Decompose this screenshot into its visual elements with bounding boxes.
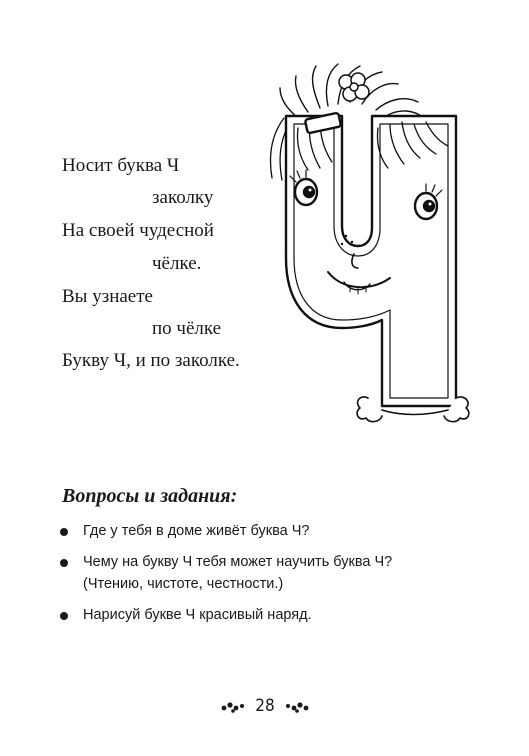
page-footer bbox=[0, 693, 529, 723]
poem-line-2: заколку bbox=[152, 187, 214, 208]
letter-che-character-icon bbox=[250, 58, 480, 428]
poem-line-1: Носит буква Ч bbox=[62, 155, 180, 176]
bullet-icon bbox=[60, 528, 68, 536]
task-item-1-line-1: Где у тебя в доме живёт буква Ч? bbox=[83, 523, 310, 539]
poem-line-4: чёлке. bbox=[152, 253, 202, 274]
task-item-2-line-2: (Чтению, чистоте, честности.) bbox=[83, 576, 284, 592]
bullet-icon bbox=[60, 612, 68, 620]
poem-line-3: На своей чудесной bbox=[62, 220, 214, 241]
floral-ornament-icon bbox=[220, 699, 246, 715]
bullet-icon bbox=[60, 559, 68, 567]
poem-line-7: Букву Ч, и по заколке. bbox=[62, 350, 240, 371]
poem-line-5: Вы узнаете bbox=[62, 286, 153, 307]
tasks-title: Вопросы и задания: bbox=[62, 485, 238, 507]
page-number: 28 bbox=[255, 696, 275, 716]
poem-line-6: по чёлке bbox=[152, 318, 222, 339]
task-item-2-line-1: Чему на букву Ч тебя может научить буква Ч? bbox=[83, 554, 393, 570]
task-item-3-line-1: Нарисуй букве Ч красивый наряд. bbox=[83, 607, 312, 623]
floral-ornament-icon bbox=[284, 699, 310, 715]
